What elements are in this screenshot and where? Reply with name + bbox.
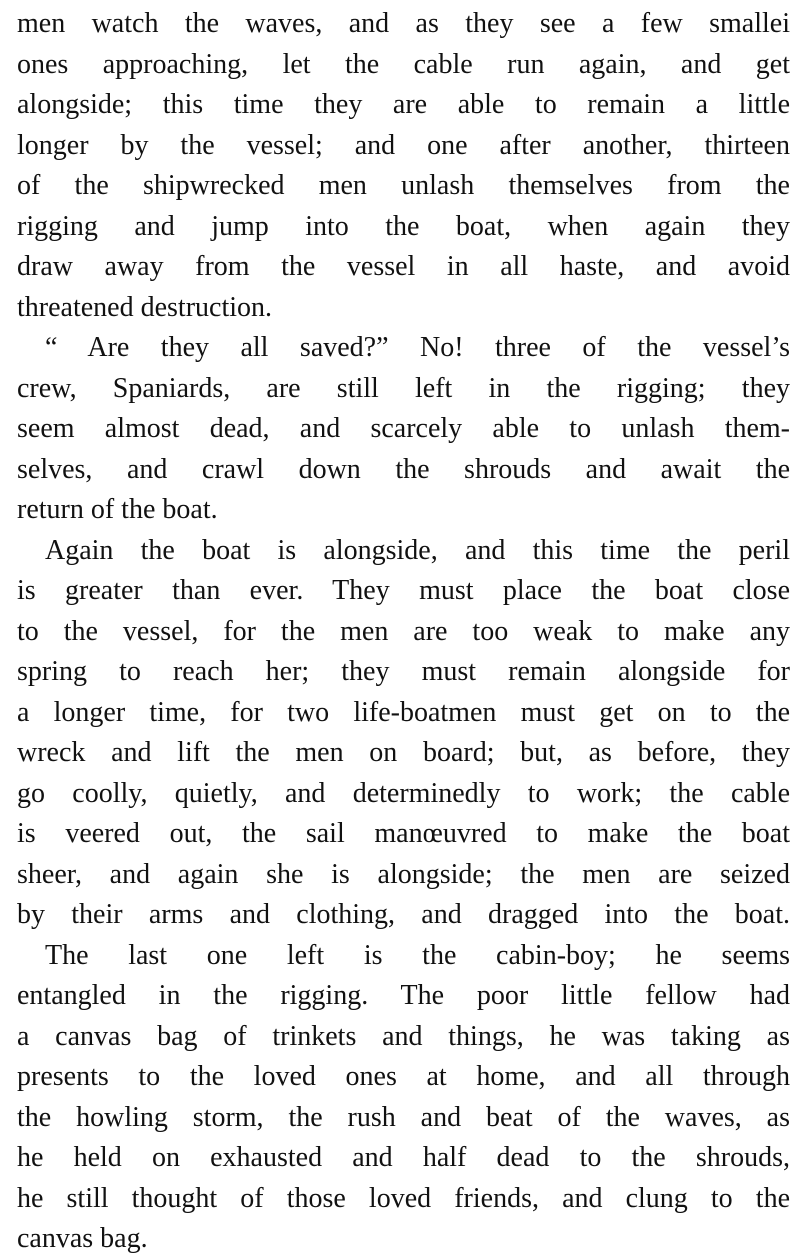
text-line: sheer, and again she is alongside; the men are seized bbox=[17, 858, 790, 890]
text-line: seem almost dead, and scarcely able to unlash them- bbox=[17, 413, 790, 444]
text-line: to the vessel, for the men are too weak to make any bbox=[17, 615, 790, 647]
text-line: the howling storm, the rush and beat of the waves, as bbox=[17, 1101, 790, 1133]
text-line: is veered out, the sail manœuvred to make the boat bbox=[17, 818, 790, 849]
text-line: presents to the loved ones at home, and all through bbox=[17, 1061, 790, 1092]
text-line: ones approaching, let the cable run again, and get bbox=[17, 48, 790, 80]
text-line: alongside; this time they are able to remain a little bbox=[17, 89, 790, 120]
text-line: a canvas bag of trinkets and things, he was taking as bbox=[17, 1020, 790, 1052]
paragraph-cabin-boy bbox=[17, 936, 790, 1260]
text-line: selves, and crawl down the shrouds and await the bbox=[17, 453, 790, 485]
text-line: by their arms and clothing, and dragged into the boat. bbox=[17, 899, 790, 930]
text-line: draw away from the vessel in all haste, and avoid bbox=[17, 251, 790, 282]
text-line: threatened destruction. bbox=[17, 291, 273, 323]
text-line: canvas bag. bbox=[17, 1223, 148, 1254]
text-line: “ Are they all saved?” No! three of the vessel’s bbox=[45, 332, 790, 363]
text-line: a longer time, for two life-boatmen must get on to the bbox=[17, 696, 790, 728]
text-line: rigging and jump into the boat, when again they bbox=[17, 210, 790, 242]
text-line: wreck and lift the men on board; but, as before, they bbox=[17, 737, 790, 768]
text-line: longer by the vessel; and one after another, thirteen bbox=[17, 129, 790, 161]
text-line: he still thought of those loved friends, and clung to the bbox=[17, 1182, 790, 1214]
text-line: he held on exhausted and half dead to the shrouds, bbox=[17, 1142, 790, 1173]
text-line: return of the boat. bbox=[17, 494, 218, 525]
text-line: of the shipwrecked men unlash themselves from the bbox=[17, 170, 790, 201]
text-line: crew, Spaniards, are still left in the rigging; they bbox=[17, 372, 790, 404]
text-line: The last one left is the cabin-boy; he seems bbox=[45, 939, 790, 971]
text-line: go coolly, quietly, and determinedly to work; the cable bbox=[17, 777, 790, 809]
text-line: men watch the waves, and as they see a few smallei bbox=[17, 8, 790, 39]
text-line: Again the boat is alongside, and this time the peril bbox=[45, 534, 790, 566]
text-line: entangled in the rigging. The poor little fellow had bbox=[17, 980, 790, 1011]
paragraph-spaniards-left bbox=[17, 328, 790, 531]
paragraph-boat-alongside bbox=[17, 531, 790, 936]
text-line: spring to reach her; they must remain alongside for bbox=[17, 656, 790, 687]
text-line: is greater than ever. They must place the boat close bbox=[17, 575, 790, 606]
paragraph-rescue-thirteen bbox=[17, 4, 790, 328]
